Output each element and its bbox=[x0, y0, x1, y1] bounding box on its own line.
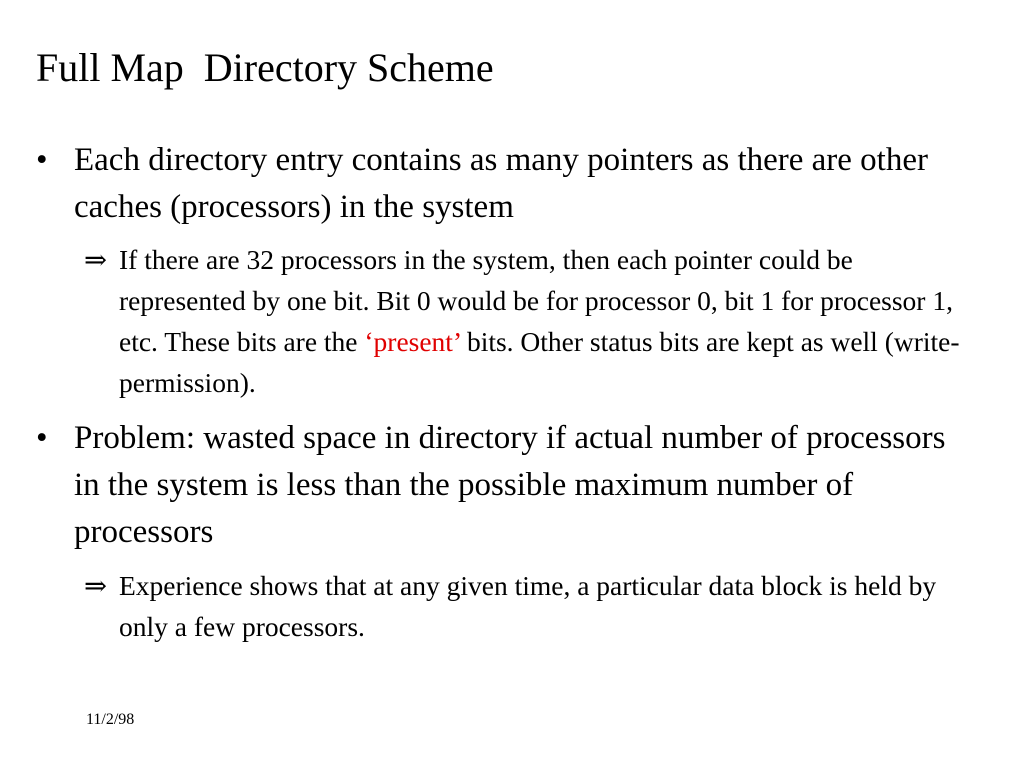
sub-bullet-experience bbox=[84, 565, 984, 647]
bullet-text: Problem: wasted space in directory if actual number of processors in the system is less than the possible maximum number of processors bbox=[74, 420, 946, 550]
sub-bullet-text-after: bits. Other status bits are kept as well (write-permission). bbox=[119, 326, 960, 398]
bullet-text: Each directory entry contains as many pointers as there are other caches (processors) in the system bbox=[74, 142, 928, 225]
bullet-marker: • bbox=[36, 420, 48, 456]
slide-title: Full Map Directory Scheme bbox=[36, 45, 494, 90]
bullet-marker: • bbox=[36, 142, 48, 178]
bullet-directory-entry bbox=[36, 137, 976, 231]
sub-bullet-text-before: If there are 32 processors in the system, then each pointer could be represented by one bit. Bit 0 would be for processor 0, bit 1 for processor 1, etc. These bits are the bbox=[119, 244, 953, 357]
sub-bullet-text bbox=[119, 239, 984, 403]
present-highlight: ‘present’ bbox=[364, 326, 461, 357]
sub-bullet-present-bits bbox=[84, 239, 984, 403]
bullet-problem bbox=[36, 415, 976, 556]
slide-date: 11/2/98 bbox=[86, 711, 135, 728]
implies-arrow-icon: ⇒ bbox=[84, 244, 108, 275]
sub-bullet-text: Experience shows that at any given time, a particular data block is held by only a few processors. bbox=[119, 570, 937, 642]
implies-arrow-icon: ⇒ bbox=[84, 570, 108, 601]
